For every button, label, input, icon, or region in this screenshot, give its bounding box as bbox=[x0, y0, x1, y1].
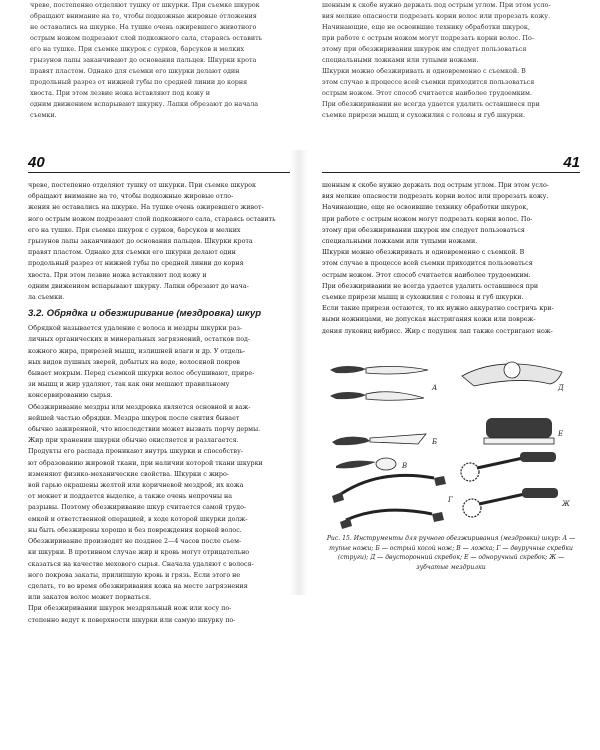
figure-caption: Рис. 15. Инструменты для ручного обезжиривания (мездровки) шкур: А — тупые ножи; Б — острый косой нож; В — ложка; Г — двуручные скребки (струги); Д — двусторонний скребок; Е — одноручный скребок; Ж — зубчатые мездрилки bbox=[326, 535, 576, 571]
text-line: специальными ложками или тупыми ножами. bbox=[322, 56, 479, 64]
text-line: нейшей частью обрядки. Мездра шкурок после снятия бывает bbox=[28, 414, 240, 422]
label-A: А bbox=[432, 384, 438, 392]
text-line: грызунов лапы заканчивают до основания пальцев. Шкурки крота bbox=[28, 238, 253, 246]
tools-illustration bbox=[322, 356, 580, 532]
text-line: обращают внимание на то, чтобы подкожные жировые отло- bbox=[28, 193, 234, 201]
page-number-right: 41 bbox=[563, 154, 580, 171]
text-line: от мокнет и поддается выделке, а также очень непрочны на bbox=[28, 493, 233, 501]
text-line: Начинающие, еще не освоившие технику обработки шкурок, bbox=[322, 204, 529, 212]
text-line: личных органических и минеральных загрязнений, остатков под- bbox=[28, 336, 251, 344]
label-B: Б bbox=[432, 438, 438, 446]
text-line: шенным к скобе нужно держать под острым углом. При этом усло- bbox=[322, 1, 551, 9]
paragraph-block-after-section bbox=[28, 323, 290, 625]
text-line: специальными ложками или тупыми ножами. bbox=[322, 238, 478, 246]
text-line: Шкурки можно обезжиривать и одновременно с съемкой. В bbox=[322, 67, 526, 75]
text-line: съемки. bbox=[30, 111, 57, 119]
text-line: сказаться на качестве мехового сырья. Сначала удаляют с волося- bbox=[28, 560, 254, 568]
text-line: острым ножом. Этот способ считается наиболее трудоемким. bbox=[322, 271, 531, 279]
right-page bbox=[322, 150, 580, 595]
toothed-flesher-icon bbox=[461, 452, 558, 517]
text-line: чреве, постепенно отделяют тушку от шкурки. При съемке шкурок bbox=[28, 182, 256, 189]
text-line: правят пластом. Однако для съемки его шкурки делают один bbox=[30, 67, 240, 75]
text-line: разрывы. Поэтому обезжиривание шкур считается самой трудо- bbox=[28, 504, 247, 512]
text-line: грызунов лапы заканчивают до основания пальцев. Шкурки крота bbox=[30, 56, 257, 64]
two-handed-scraper-icon bbox=[332, 475, 446, 529]
text-line: хвоста. При этом лезвие ножа вставляют под кожу и bbox=[30, 89, 210, 97]
text-line: Если такие прирези остаются, то их нужно аккуратно состричь кри- bbox=[322, 305, 554, 313]
spoon-icon bbox=[336, 458, 396, 470]
text-line: емкой и ответственной операцией, в ходе которой шкурки долж- bbox=[28, 515, 248, 523]
section-heading: 3.2. Обрядка и обезжиривание (мездровка) шкур bbox=[28, 308, 262, 320]
label-G: Г bbox=[448, 496, 453, 504]
text-line: зи мышц и жир удаляют, так как они мешают правильному bbox=[28, 381, 230, 389]
text-line: изменяют физико-механические свойства. Шкурки с жиро- bbox=[28, 470, 229, 478]
text-line: обычно зажиренной, что впоследствии может вызвать порчу дермы. bbox=[28, 426, 261, 434]
paragraph-block-before-section bbox=[28, 180, 290, 303]
text-line: При обезжиривании шкурок мездряльный нож или косу по- bbox=[28, 605, 232, 613]
text-line: шенным к скобе нужно держать под острым углом. При этом усло- bbox=[322, 182, 549, 189]
text-line: выми ножницами, не допуская выстригания кожи или повреж- bbox=[322, 316, 536, 324]
text-line: его на тушке. При съемке шкурок с сурков, барсуков и мелких bbox=[30, 45, 245, 53]
text-line: ла съемки. bbox=[28, 294, 65, 302]
text-line: консервированию сырья. bbox=[28, 392, 113, 400]
text-line: правят пластом. Однако для съемки его шкурки делают один bbox=[28, 249, 236, 257]
text-line: или закатов волос может порваться. bbox=[28, 594, 152, 602]
text-line: острым ножом. Этот способ считается наиболее трудоемким. bbox=[322, 89, 533, 97]
one-handed-scraper-icon bbox=[484, 418, 554, 444]
text-line: ют образованию жировой ткани, при наличии которой ткани шкурки bbox=[28, 459, 263, 467]
text-line: жения не оставались на шкурке. На тушке очень ожиревшего живот- bbox=[28, 204, 264, 212]
text-line: вой гарью окрашены желтой или коричневой мездрой, их кожа bbox=[28, 482, 244, 490]
bleed-text-left bbox=[30, 0, 275, 165]
text-line: Продукты его распада проникают внутрь шкурки и способству- bbox=[28, 448, 243, 456]
text-line: Начинающие, еще не освоившие технику обработки шкурок, bbox=[322, 23, 530, 31]
text-line: При обезжиривании не всегда удается удалить оставшиеся при bbox=[322, 282, 539, 290]
text-line: степенно ведут к поверхности шкурки или самую шкурку по- bbox=[28, 616, 236, 624]
sharp-oblique-knife-icon bbox=[332, 434, 426, 445]
text-line: одним движением вспарывают шкурку. Лапки обрезают до начала bbox=[30, 100, 259, 108]
bleed-text-right bbox=[322, 0, 572, 165]
text-line: продольный разрез от нижней губы по средней линии до корня bbox=[28, 260, 244, 268]
text-line: чреве, постепенно отделяют тушку от шкурки. При съемке шкурок bbox=[30, 1, 260, 9]
text-line: продольный разрез от нижней губы по средней линии до корня bbox=[30, 78, 248, 86]
text-line: этом случае в процессе всей съемки приходится пользоваться bbox=[322, 260, 533, 268]
text-line: дения луковиц вибрисс. Жир с подушек лап также состригают нож- bbox=[322, 327, 553, 335]
text-line: Обезжиривание мездры или мездровка является основной и важ- bbox=[28, 403, 251, 411]
text-line: при работе с острым ножом могут подрезать корни волос. По- bbox=[322, 34, 534, 42]
text-line: обращают внимание на то, чтобы подкожные жировые отложения bbox=[30, 12, 257, 20]
text-line: вия мелкие опасности подрезать корни волос или прорезать кожу. bbox=[322, 193, 549, 201]
header-rule-left bbox=[28, 172, 290, 173]
right-page-text bbox=[322, 180, 580, 337]
text-line: ного острым ножом подрезают слой подкожного сала, стараясь оставить bbox=[28, 215, 276, 223]
label-D: Д bbox=[558, 384, 564, 392]
text-line: его на тушке. При съемке шкурок с сурков, барсуков и мелких bbox=[28, 226, 241, 234]
text-line: этому при обезжиривании шкурок им следует пользоваться bbox=[322, 45, 527, 53]
text-line: не оставались на шкурке. На тушке очень ожиревшего животного bbox=[30, 23, 257, 31]
text-line: хвоста. При этом лезвие ножа вставляют под кожу и bbox=[28, 271, 207, 279]
text-line: сделать, то во время обезжиривания кожа на месте загрязнения bbox=[28, 582, 248, 590]
double-sided-scraper-icon bbox=[462, 362, 562, 386]
text-line: При обезжиривании не всегда удается удалить оставшиеся при bbox=[322, 100, 540, 108]
text-line: ки шкурки. В противном случае жир и кровь могут отрицательно bbox=[28, 549, 250, 557]
book-gutter bbox=[290, 150, 308, 595]
text-line: этом случае в процессе всей съемки приходится пользоваться bbox=[322, 78, 535, 86]
text-line: при работе с острым ножом могут подрезать корни волос. По- bbox=[322, 215, 533, 223]
text-line: бывает мокрым. Перед съемкой шкурки волос обсушивают, прире- bbox=[28, 370, 255, 378]
text-line: ны быть обезжирены хорошо и без повреждения корней волос. bbox=[28, 526, 242, 534]
label-V: В bbox=[402, 462, 408, 470]
text-line: ного покрова закаты, прилипшую кровь и грязь. Если этого не bbox=[28, 571, 241, 579]
label-ZH: Ж bbox=[562, 500, 570, 508]
text-line: одним движением вспарывают шкурку. Лапки обрезают до нача- bbox=[28, 282, 249, 290]
text-line: кожного жира, прирезей мышц, излишней влаги и др. У отдель- bbox=[28, 347, 246, 355]
blunt-knife-icon bbox=[330, 366, 428, 400]
text-line: Обрядкой называется удаление с волоса и мездры шкурки раз- bbox=[28, 325, 243, 333]
text-line: этому при обезжиривании шкурок им следует пользоваться bbox=[322, 226, 525, 234]
text-line: ных видов пушных зверей, добытых на воде, волосяной покров bbox=[28, 358, 240, 366]
page-number-left: 40 bbox=[28, 154, 45, 171]
label-E: Е bbox=[558, 430, 564, 438]
text-line: Шкурки можно обезжиривать и одновременно с съемкой. В bbox=[322, 249, 525, 257]
left-page bbox=[28, 150, 290, 624]
text-line: острым ножом подрезают слой подкожного сала, стараясь оставить bbox=[30, 34, 263, 42]
header-rule-right bbox=[322, 172, 580, 173]
text-line: вия мелкие опасности подрезать корни волос или прорезать кожу. bbox=[322, 12, 551, 20]
text-line: съемке прирези мышц и сухожилия с головы и губ шкурки. bbox=[322, 294, 524, 302]
text-line: Жир при хранении шкурки обычно окисляется и разлагается. bbox=[28, 437, 239, 445]
text-line: Обезжиривание производят не позднее 2—4 часов после съем- bbox=[28, 538, 242, 546]
text-line: съемке прирези мышц и сухожилия с головы и губ шкурки. bbox=[322, 111, 525, 119]
left-page-text bbox=[28, 180, 290, 626]
